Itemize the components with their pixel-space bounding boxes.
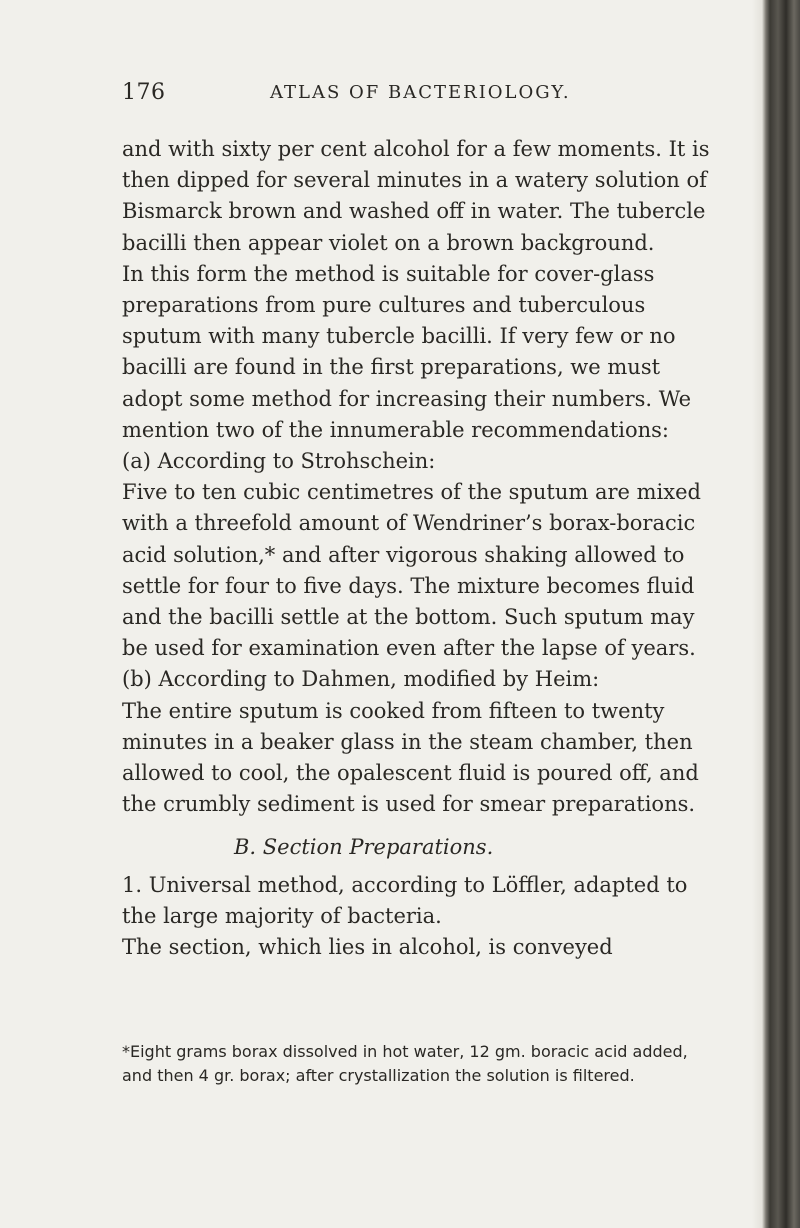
recommendation-b-heading: (b) According to Dahmen, modified by Heim: — [122, 667, 600, 692]
method-1-text: 1. Universal method, according to Löffler, adapted to the large majority of bacteria. — [122, 872, 688, 928]
recommendation-a-heading: (a) According to Strohschein: — [122, 449, 436, 474]
method-1-continued: The section, which lies in alcohol, is conveyed — [122, 935, 613, 960]
page-header — [122, 80, 712, 110]
page-number: 176 — [122, 80, 166, 105]
paragraph-1: and with sixty per cent alcohol for a few moments. It is then dipped for several minutes in a watery solution of Bismarck brown and washed off in water. The tubercle bacilli then appear violet on a brown background. — [122, 137, 710, 255]
body-text — [122, 134, 722, 963]
recommendation-a-text: Five to ten cubic centimetres of the sputum are mixed with a threefold amount of Wendriner’s borax-boracic acid solution,* and after vigorous shaking allowed to settle for four to five days. The mixture becomes fluid and the bacilli settle at the bottom. Such sputum may be used for examination even after the lapse of years. — [122, 480, 701, 661]
book-binding-edge — [752, 0, 800, 1228]
section-heading: B. Section Preparations. — [234, 835, 494, 860]
footnote-text: *Eight grams borax dissolved in hot water, 12 gm. boracic acid added, and then 4 gr. borax; after crystallization the solution is filtered. — [122, 1042, 688, 1085]
running-head: ATLAS OF BACTERIOLOGY. — [270, 82, 571, 103]
paragraph-2: In this form the method is suitable for cover-glass preparations from pure cultures and tuberculous sputum with many tubercle bacilli. If very few or no bacilli are found in the first preparations, we must adopt some method for increasing their numbers. We mention two of the innumerable recommendations: — [122, 261, 692, 442]
footnote — [122, 1040, 722, 1088]
recommendation-b-text: The entire sputum is cooked from fifteen to twenty minutes in a beaker glass in the steam chamber, then allowed to cool, the opalescent fluid is poured off, and the crumbly sediment is used for smear preparations. — [122, 698, 699, 817]
